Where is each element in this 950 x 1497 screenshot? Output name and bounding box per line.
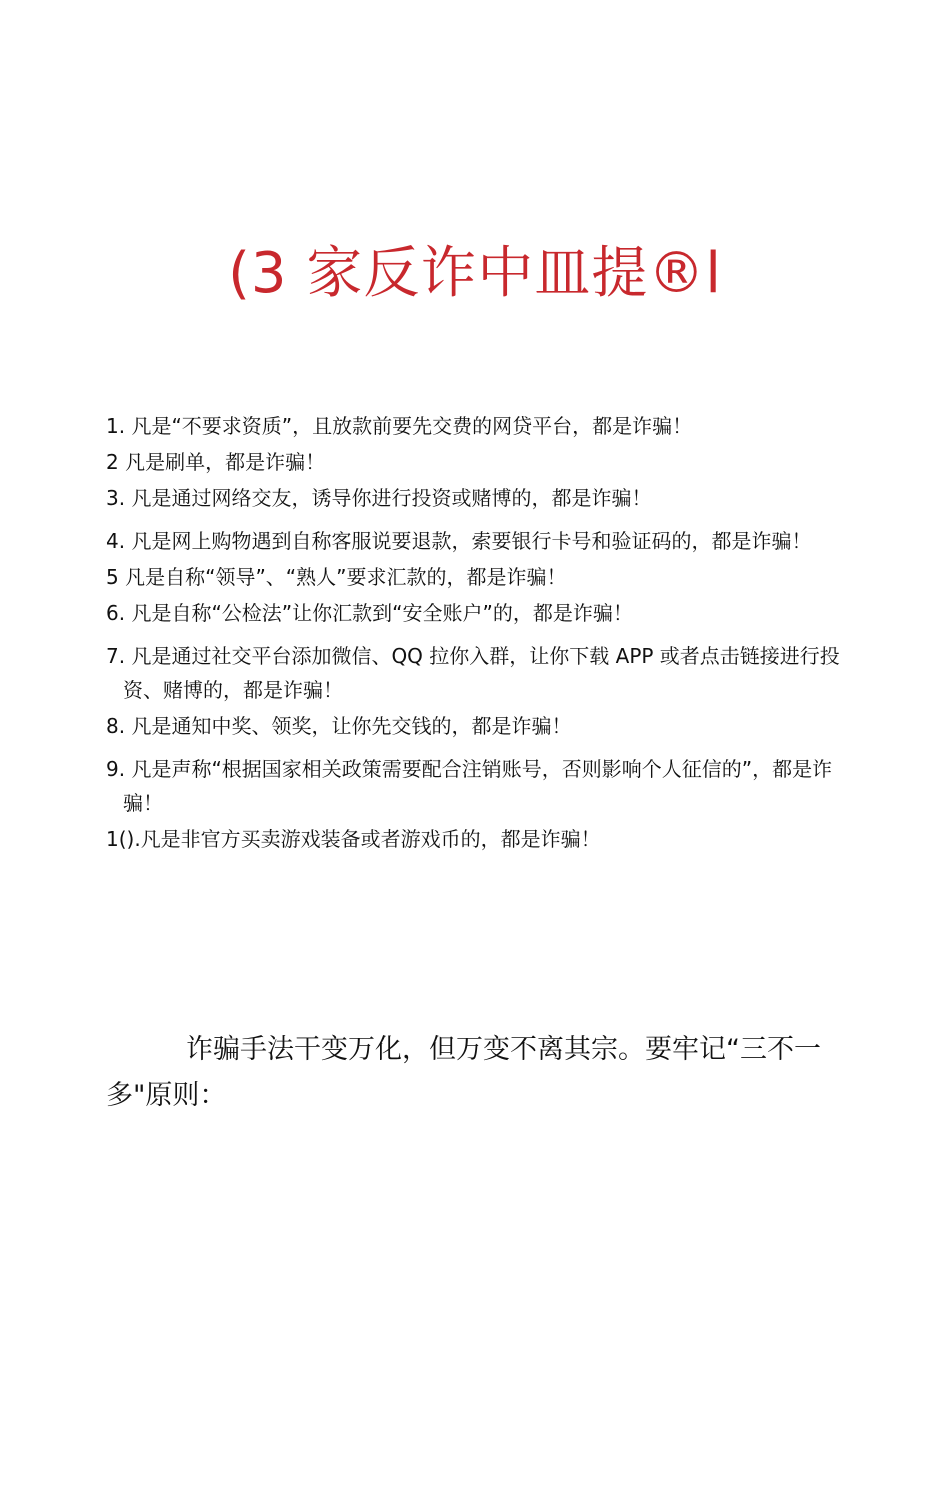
principle-paragraph: 诈骗手法干变万化，但万变不离其宗。要牢记“三不一多"原则： — [106, 1034, 821, 1111]
list-item: 1. 凡是“不要求资质”，且放款前要先交费的网贷平台，都是诈骗！ — [106, 414, 693, 438]
page-title: (3 家反诈中皿提®l — [228, 241, 722, 306]
list-item: 3. 凡是通过网络交友，诱导你进行投资或赌博的，都是诈骗！ — [106, 486, 652, 510]
list-item: 2 凡是刷单，都是诈骗！ — [106, 450, 326, 474]
fraud-warning-list — [106, 409, 866, 858]
list-item: 1().凡是非官方买卖游戏装备或者游戏币的，都是诈骗！ — [106, 827, 601, 851]
list-item: 7. 凡是通过社交平台添加微信、QQ 拉你入群，让你下载 APP 或者点击链接进行投资、赌博的，都是诈骗！ — [106, 644, 840, 702]
list-item: 4. 凡是网上购物遇到自称客服说要退款，索要银行卡号和验证码的，都是诈骗！ — [106, 529, 812, 553]
list-item: 6. 凡是自称“公检法”让你汇款到“安全账户”的，都是诈骗！ — [106, 601, 633, 625]
list-item: 5 凡是自称“领导”、“熟人”要求汇款的，都是诈骗！ — [106, 565, 567, 589]
list-item: 8. 凡是通知中奖、领奖，让你先交钱的，都是诈骗！ — [106, 714, 572, 738]
list-item: 9. 凡是声称“根据国家相关政策需要配合注销账号，否则影响个人征信的”，都是诈骗！ — [106, 757, 833, 815]
